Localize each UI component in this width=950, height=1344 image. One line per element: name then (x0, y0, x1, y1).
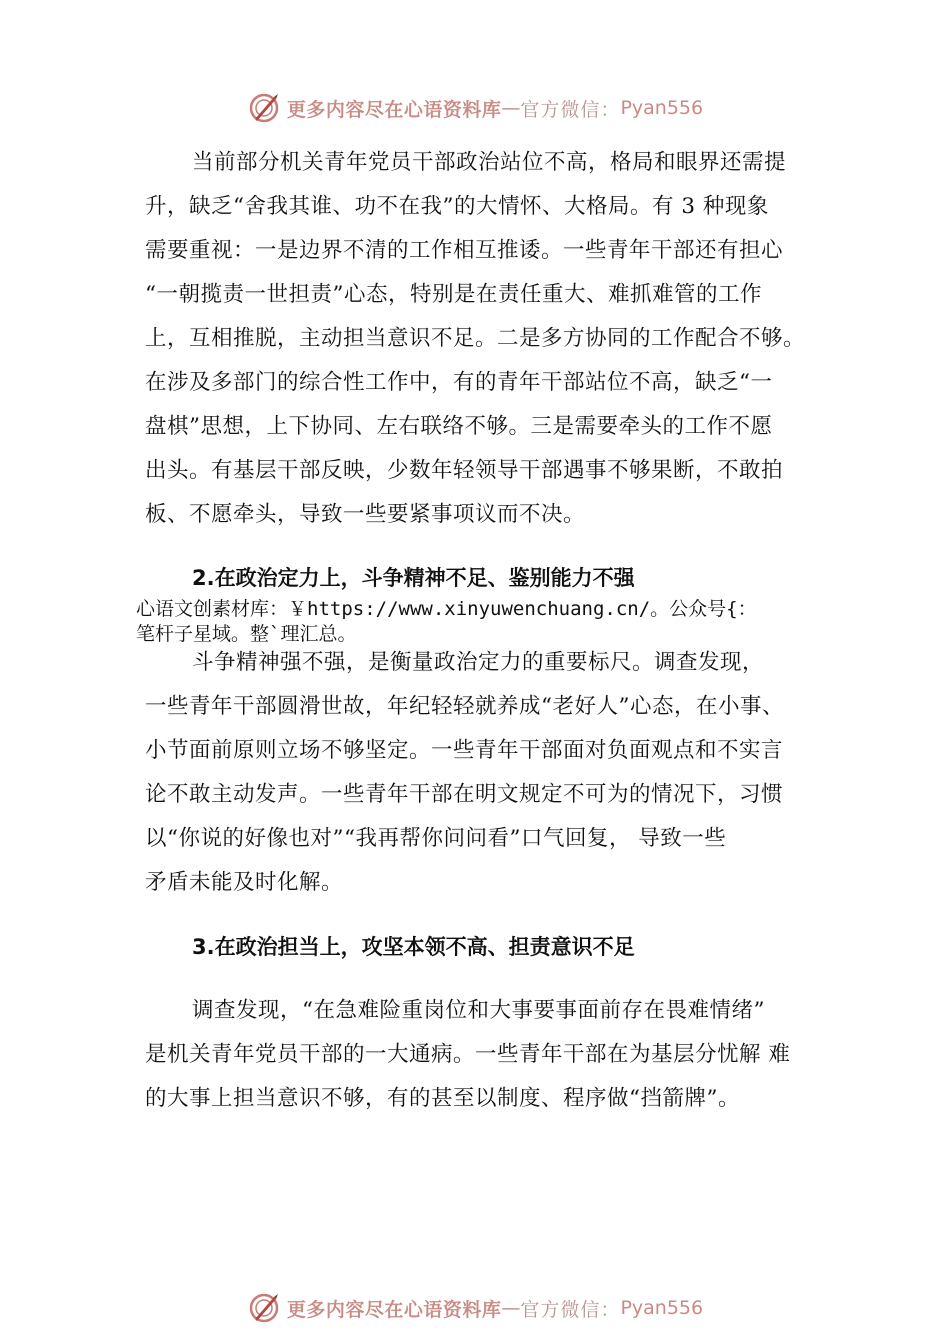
text-line: 出头。有基层干部反映，少数年轻领导干部遇事不够果断，不敢拍 (145, 458, 784, 483)
text-line: 是机关青年党员干部的一大通病。一些青年干部在为基层分忧解 难 (145, 1042, 791, 1067)
pen-logo-icon (247, 91, 281, 125)
section-heading-3: 3.在政治担当上，攻坚本领不高、担责意识不足 (192, 935, 635, 959)
text-line: 矛盾未能及时化解。 (145, 870, 344, 895)
watermark-banner-top (0, 88, 950, 128)
text-line: 调查发现，“在急难险重岗位和大事要事面前存在畏难情绪” (192, 998, 765, 1023)
watermark-separator: — (501, 1297, 521, 1319)
watermark-brand: 更多内容尽在心语资料库 (286, 1298, 502, 1321)
text-line: 斗争精神强不强，是衡量政治定力的重要标尺。调查发现， (192, 650, 765, 675)
text-line: 小节面前原则立场不够坚定。一些青年干部面对负面观点和不实言 (145, 738, 784, 763)
text-line: 升，缺乏“舍我其谁、功不在我”的大情怀、大格局。有 3 种现象 (145, 194, 769, 219)
text-line: 当前部分机关青年党员干部政治站位不高，格局和眼界还需提 (192, 150, 787, 175)
watermark-separator: — (501, 97, 521, 119)
insert-line: 笔杆子星域。整`理汇总。 (136, 623, 357, 645)
text-line: 一些青年干部圆滑世故，年纪轻轻就养成“老好人”心态，在小事、 (145, 694, 784, 719)
text-line: 的大事上担当意识不够，有的甚至以制度、程序做“挡箭牌”。 (145, 1086, 740, 1111)
text-line: “一朝揽责一世担责”心态，特别是在责任重大、难抓难管的工作 (145, 282, 762, 307)
pen-logo-icon (247, 1291, 281, 1325)
section-heading-2: 2.在政治定力上，斗争精神不足、鉴别能力不强 (192, 566, 635, 590)
text-line: 盘棋”思想，上下协同、左右联络不够。三是需要牵头的工作不愿 (145, 414, 773, 439)
insert-line: 心语文创素材库：￥https://www.xinyuwenchuang.cn/。公众号{： (136, 598, 757, 620)
watermark-contact-label: 官方微信： (520, 1298, 621, 1321)
watermark-contact-id: Pyan556 (620, 1297, 704, 1319)
text-line: 以“你说的好像也对”“我再帮你问问看”口气回复， 导致一些 (145, 826, 727, 851)
text-line: 需要重视：一是边界不清的工作相互推诿。一些青年干部还有担心 (145, 238, 784, 263)
watermark-brand: 更多内容尽在心语资料库 (286, 98, 502, 121)
watermark-contact-label: 官方微信： (520, 98, 621, 121)
text-line: 论不敢主动发声。一些青年干部在明文规定不可为的情况下，习惯 (145, 782, 784, 807)
text-line: 板、不愿牵头，导致一些要紧事项议而不决。 (145, 502, 586, 527)
text-line: 上，互相推脱，主动担当意识不足。二是多方协同的工作配合不够。 (145, 326, 806, 351)
watermark-contact-id: Pyan556 (620, 97, 704, 119)
text-line: 在涉及多部门的综合性工作中，有的青年干部站位不高，缺乏“一 (145, 370, 773, 395)
watermark-banner-bottom (0, 1288, 950, 1328)
